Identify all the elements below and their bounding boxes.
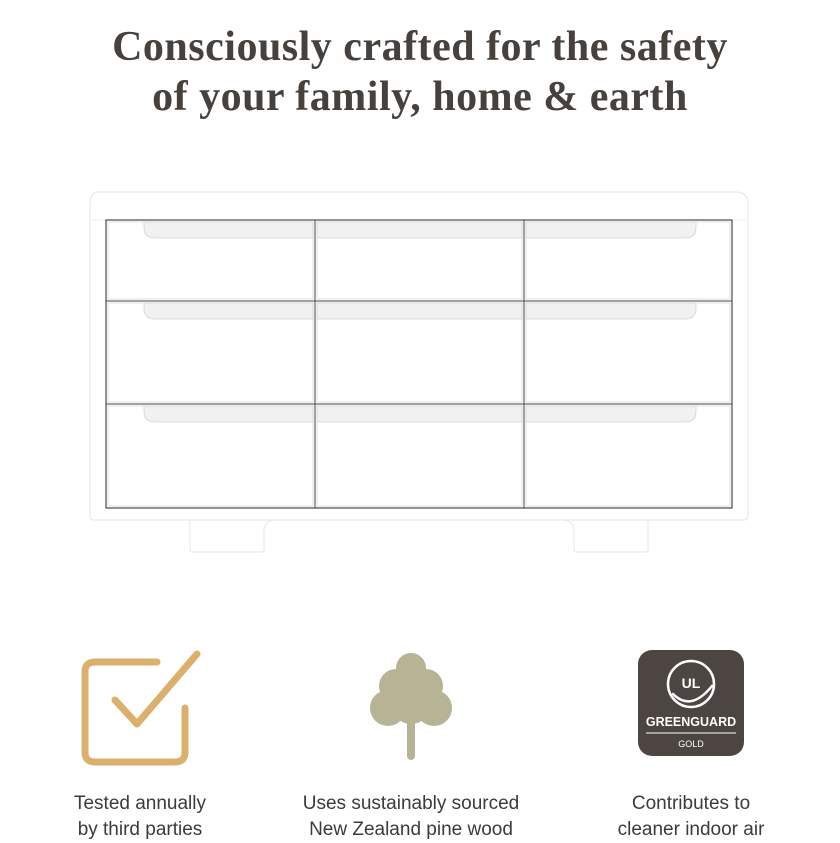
- feature-caption-line-2: cleaner indoor air: [617, 819, 765, 840]
- badge-mark: UL: [681, 675, 701, 691]
- feature-caption: [0, 791, 280, 843]
- greenguard-badge-icon: [636, 648, 746, 758]
- feature-greenguard: [551, 648, 831, 840]
- feature-caption-line-1: Tested annually: [73, 793, 207, 814]
- headline-line-2: of your family, home & earth: [152, 74, 688, 121]
- feature-caption: [271, 791, 551, 843]
- feature-caption-line-1: Uses sustainably sourced: [302, 793, 520, 814]
- headline: [0, 24, 840, 122]
- checkbox-icon: [75, 648, 205, 766]
- feature-caption-line-2: by third parties: [77, 819, 203, 840]
- feature-sustainable-wood: [271, 648, 551, 840]
- feature-caption-line-2: New Zealand pine wood: [309, 819, 513, 840]
- feature-caption: [551, 791, 831, 843]
- feature-caption-line-1: Contributes to: [631, 793, 751, 814]
- badge-title: GREENGUARD: [645, 715, 737, 729]
- dresser-icon: [86, 186, 752, 558]
- badge-subtitle: GOLD: [678, 739, 704, 749]
- tree-icon: [366, 648, 456, 766]
- product-image: [86, 186, 752, 563]
- feature-tested: [0, 648, 280, 840]
- headline-line-1: Consciously crafted for the safety: [112, 24, 728, 71]
